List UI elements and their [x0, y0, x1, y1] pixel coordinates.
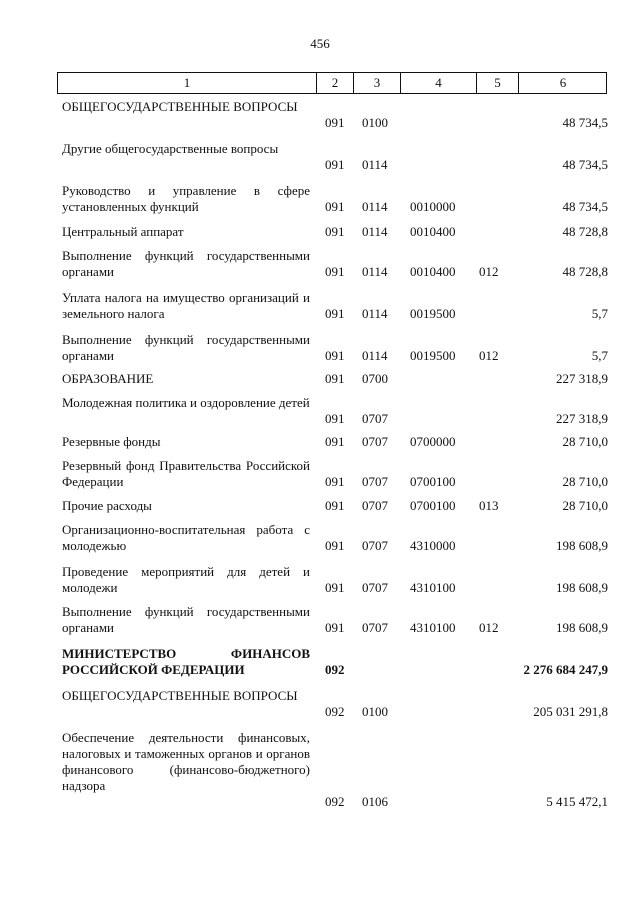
row-vr: 013: [479, 498, 499, 513]
row-cs: 4310000: [410, 538, 456, 553]
row-amount: 5,7: [591, 348, 608, 363]
row-name: Выполнение функций государственными органами: [62, 332, 310, 363]
row-cs: 0700000: [410, 434, 456, 449]
row-amount: 198 608,9: [556, 580, 608, 595]
row-cs: 0700100: [410, 474, 456, 489]
row-gr: 091: [325, 538, 345, 553]
row-rz: 0114: [362, 157, 388, 172]
row-gr: 091: [325, 371, 345, 386]
row-name: ОБЩЕГОСУДАРСТВЕННЫЕ ВОПРОСЫ: [62, 99, 298, 114]
row-amount: 48 734,5: [562, 157, 608, 172]
header-col-1: 1: [58, 73, 317, 93]
row-cs: 4310100: [410, 580, 456, 595]
row-name: ОБРАЗОВАНИЕ: [62, 371, 154, 386]
row-gr: 091: [325, 434, 345, 449]
row-name: Уплата налога на имущество организаций и земельного налога: [62, 290, 310, 321]
row-amount: 28 710,0: [562, 498, 608, 513]
row-rz: 0100: [362, 115, 388, 130]
row-rz: 0707: [362, 580, 388, 595]
row-vr: 012: [479, 264, 499, 279]
row-amount: 5 415 472,1: [546, 794, 608, 809]
row-amount: 48 728,8: [562, 264, 608, 279]
row-rz: 0700: [362, 371, 388, 386]
row-rz: 0106: [362, 794, 388, 809]
row-rz: 0114: [362, 264, 388, 279]
row-cs: 0010400: [410, 224, 456, 239]
row-cs: 0019500: [410, 348, 456, 363]
row-name: Руководство и управление в сфере установленных функций: [62, 183, 310, 214]
row-name: Центральный аппарат: [62, 224, 184, 239]
row-name: МИНИСТЕРСТВО ФИНАНСОВ РОССИЙСКОЙ ФЕДЕРАЦИИ: [62, 646, 310, 677]
row-amount: 28 710,0: [562, 434, 608, 449]
row-name: Другие общегосударственные вопросы: [62, 141, 279, 156]
row-gr: 091: [325, 199, 345, 214]
row-name: Резервный фонд Правительства Российской Федерации: [62, 458, 310, 489]
row-gr: 092: [325, 794, 345, 809]
row-amount: 198 608,9: [556, 538, 608, 553]
row-rz: 0707: [362, 538, 388, 553]
header-col-5: 5: [477, 73, 519, 93]
row-amount: 28 710,0: [562, 474, 608, 489]
row-rz: 0114: [362, 199, 388, 214]
row-rz: 0100: [362, 704, 388, 719]
row-rz: 0707: [362, 620, 388, 635]
header-col-6: 6: [559, 75, 567, 90]
row-rz: 0707: [362, 498, 388, 513]
row-name: Проведение мероприятий для детей и молодежи: [62, 564, 310, 595]
row-name: Обеспечение деятельности финансовых, налоговых и таможенных органов и органов финансового (финансово-бюджетного) надзора: [62, 730, 310, 793]
row-amount: 198 608,9: [556, 620, 608, 635]
row-name: Выполнение функций государственными органами: [62, 604, 310, 635]
row-gr: 092: [325, 662, 345, 677]
row-gr: 091: [325, 157, 345, 172]
row-name: Молодежная политика и оздоровление детей: [62, 395, 310, 410]
row-cs: 4310100: [410, 620, 456, 635]
row-gr: 091: [325, 620, 345, 635]
row-name: ОБЩЕГОСУДАРСТВЕННЫЕ ВОПРОСЫ: [62, 688, 298, 703]
header-col-2: 2: [317, 73, 354, 93]
row-name: Резервные фонды: [62, 434, 161, 449]
row-gr: 091: [325, 474, 345, 489]
row-cs: 0010400: [410, 264, 456, 279]
row-gr: 091: [325, 411, 345, 426]
row-rz: 0707: [362, 434, 388, 449]
header-col-4: 4: [401, 73, 477, 93]
row-gr: 091: [325, 224, 345, 239]
row-rz: 0114: [362, 348, 388, 363]
row-name: Прочие расходы: [62, 498, 152, 513]
row-amount: 2 276 684 247,9: [523, 662, 608, 677]
header-col-3: 3: [354, 73, 401, 93]
row-gr: 091: [325, 306, 345, 321]
row-gr: 092: [325, 704, 345, 719]
row-amount: 227 318,9: [556, 411, 608, 426]
row-cs: 0010000: [410, 199, 456, 214]
row-amount: 5,7: [591, 306, 608, 321]
row-amount: 48 734,5: [562, 199, 608, 214]
page-number: 456: [310, 36, 330, 51]
row-gr: 091: [325, 115, 345, 130]
row-vr: 012: [479, 620, 499, 635]
row-rz: 0114: [362, 224, 388, 239]
row-rz: 0707: [362, 474, 388, 489]
table-header: [57, 72, 607, 94]
row-amount: 48 728,8: [562, 224, 608, 239]
row-amount: 48 734,5: [562, 115, 608, 130]
row-gr: 091: [325, 580, 345, 595]
row-cs: 0700100: [410, 498, 456, 513]
row-amount: 227 318,9: [556, 371, 608, 386]
row-gr: 091: [325, 348, 345, 363]
row-gr: 091: [325, 498, 345, 513]
row-cs: 0019500: [410, 306, 456, 321]
row-rz: 0114: [362, 306, 388, 321]
row-name: Выполнение функций государственными органами: [62, 248, 310, 279]
row-rz: 0707: [362, 411, 388, 426]
row-name: Организационно-воспитательная работа с молодежью: [62, 522, 310, 553]
row-gr: 091: [325, 264, 345, 279]
row-vr: 012: [479, 348, 499, 363]
row-amount: 205 031 291,8: [533, 704, 608, 719]
